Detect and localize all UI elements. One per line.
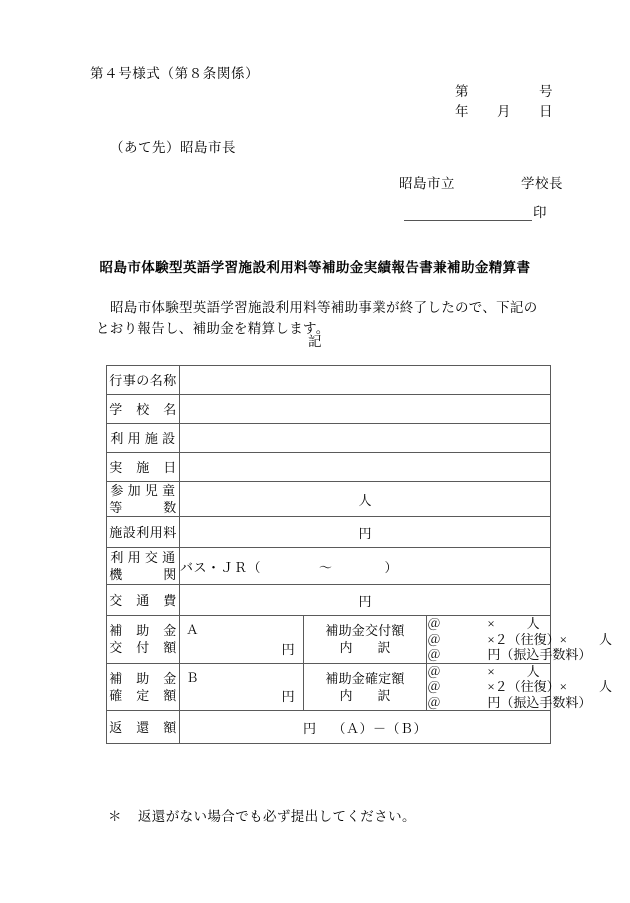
confirmed-amount-mark: Ｂ (186, 670, 199, 685)
row-label-confirmed-breakdown: 補助金確定額 内 訳 (303, 663, 427, 711)
table-row (107, 366, 551, 395)
row-value-return-amount[interactable]: 円 （Ａ）－（Ｂ） (180, 711, 551, 744)
row-value-facility-fee[interactable]: 円 (180, 517, 551, 548)
table-row (107, 616, 551, 664)
row-value-confirmed-amount[interactable] (180, 663, 304, 711)
row-label-grant-breakdown: 補助金交付額 内 訳 (303, 616, 427, 664)
breakdown-line: ＠ × 人 (427, 616, 540, 631)
report-table (106, 365, 612, 744)
footnote-marker: ＊ (108, 809, 122, 824)
table-row (107, 424, 551, 453)
document-date-line: 年 月 日 (455, 104, 553, 119)
row-value-transport-fee[interactable]: 円 (180, 585, 551, 616)
footnote-text: 返還がない場合でも必ず提出してください。 (137, 809, 416, 824)
row-value-facility[interactable] (180, 424, 551, 453)
breakdown-line: ＠ × 人 (427, 663, 540, 679)
row-value-confirmed-breakdown[interactable] (427, 663, 612, 711)
school-principal-line (399, 172, 563, 192)
breakdown-line: ＠ 円（振込手数料） (427, 694, 592, 710)
breakdown-line: ＠ ×２（往復）× 人 (427, 679, 612, 694)
table-row (107, 585, 551, 616)
row-label-facility: 利 用 施 設 (107, 424, 180, 453)
footnote (108, 805, 416, 825)
row-label-participants: 参 加 児 童 等 数 (107, 482, 180, 517)
addressee-line: （あて先）昭島市長 (110, 140, 236, 155)
row-label-transport-fee: 交 通 費 (107, 585, 180, 616)
confirmed-amount-unit: 円 (281, 689, 295, 704)
breakdown-line: ＠ ×２（往復）× 人 (427, 631, 612, 647)
row-label-confirmed-amount: 補 助 金 確 定 額 (107, 663, 180, 711)
signature-line[interactable] (404, 203, 532, 221)
row-value-transport-means[interactable]: バス・ＪＲ（ ～ ） (180, 548, 551, 585)
row-value-participants[interactable]: 人 (180, 482, 551, 517)
table-row (107, 482, 551, 517)
grant-amount-mark: Ａ (186, 623, 199, 637)
body-paragraph: 昭島市体験型英語学習施設利用料等補助事業が終了したので、下記のとおり報告し、補助金を精算します。 (96, 300, 538, 336)
row-label-event-name: 行事の名称 (107, 366, 180, 395)
table-row (107, 395, 551, 424)
row-label-transport-means: 利 用 交 通 機 関 (107, 548, 180, 585)
row-value-grant-breakdown[interactable] (427, 616, 612, 664)
table-row (107, 548, 551, 585)
row-value-grant-amount[interactable] (180, 616, 304, 664)
table-row (107, 517, 551, 548)
row-value-event-name[interactable] (180, 366, 551, 395)
row-label-return-amount: 返 還 額 (107, 711, 180, 744)
school-prefix-label: 昭島市立 (399, 176, 455, 191)
school-suffix-label: 学校長 (521, 176, 563, 191)
page-title: 昭島市体験型英語学習施設利用料等補助金実績報告書兼補助金精算書 (99, 260, 531, 275)
breakdown-line: ＠ 円（振込手数料） (427, 647, 592, 662)
seal-mark: 印 (533, 205, 547, 220)
grant-amount-unit: 円 (281, 641, 295, 657)
form-number: 第４号様式（第８条関係） (90, 66, 260, 81)
row-value-date[interactable] (180, 453, 551, 482)
ki-marker: 記 (308, 334, 322, 349)
row-label-grant-amount: 補 助 金 交 付 額 (107, 616, 180, 664)
row-label-school-name: 学 校 名 (107, 395, 180, 424)
row-value-school-name[interactable] (180, 395, 551, 424)
row-label-date: 実 施 日 (107, 453, 180, 482)
table-row (107, 663, 551, 711)
row-label-facility-fee: 施設利用料 (107, 517, 180, 548)
table-row (107, 711, 551, 744)
document-number-line: 第 号 (455, 84, 553, 99)
table-row (107, 453, 551, 482)
